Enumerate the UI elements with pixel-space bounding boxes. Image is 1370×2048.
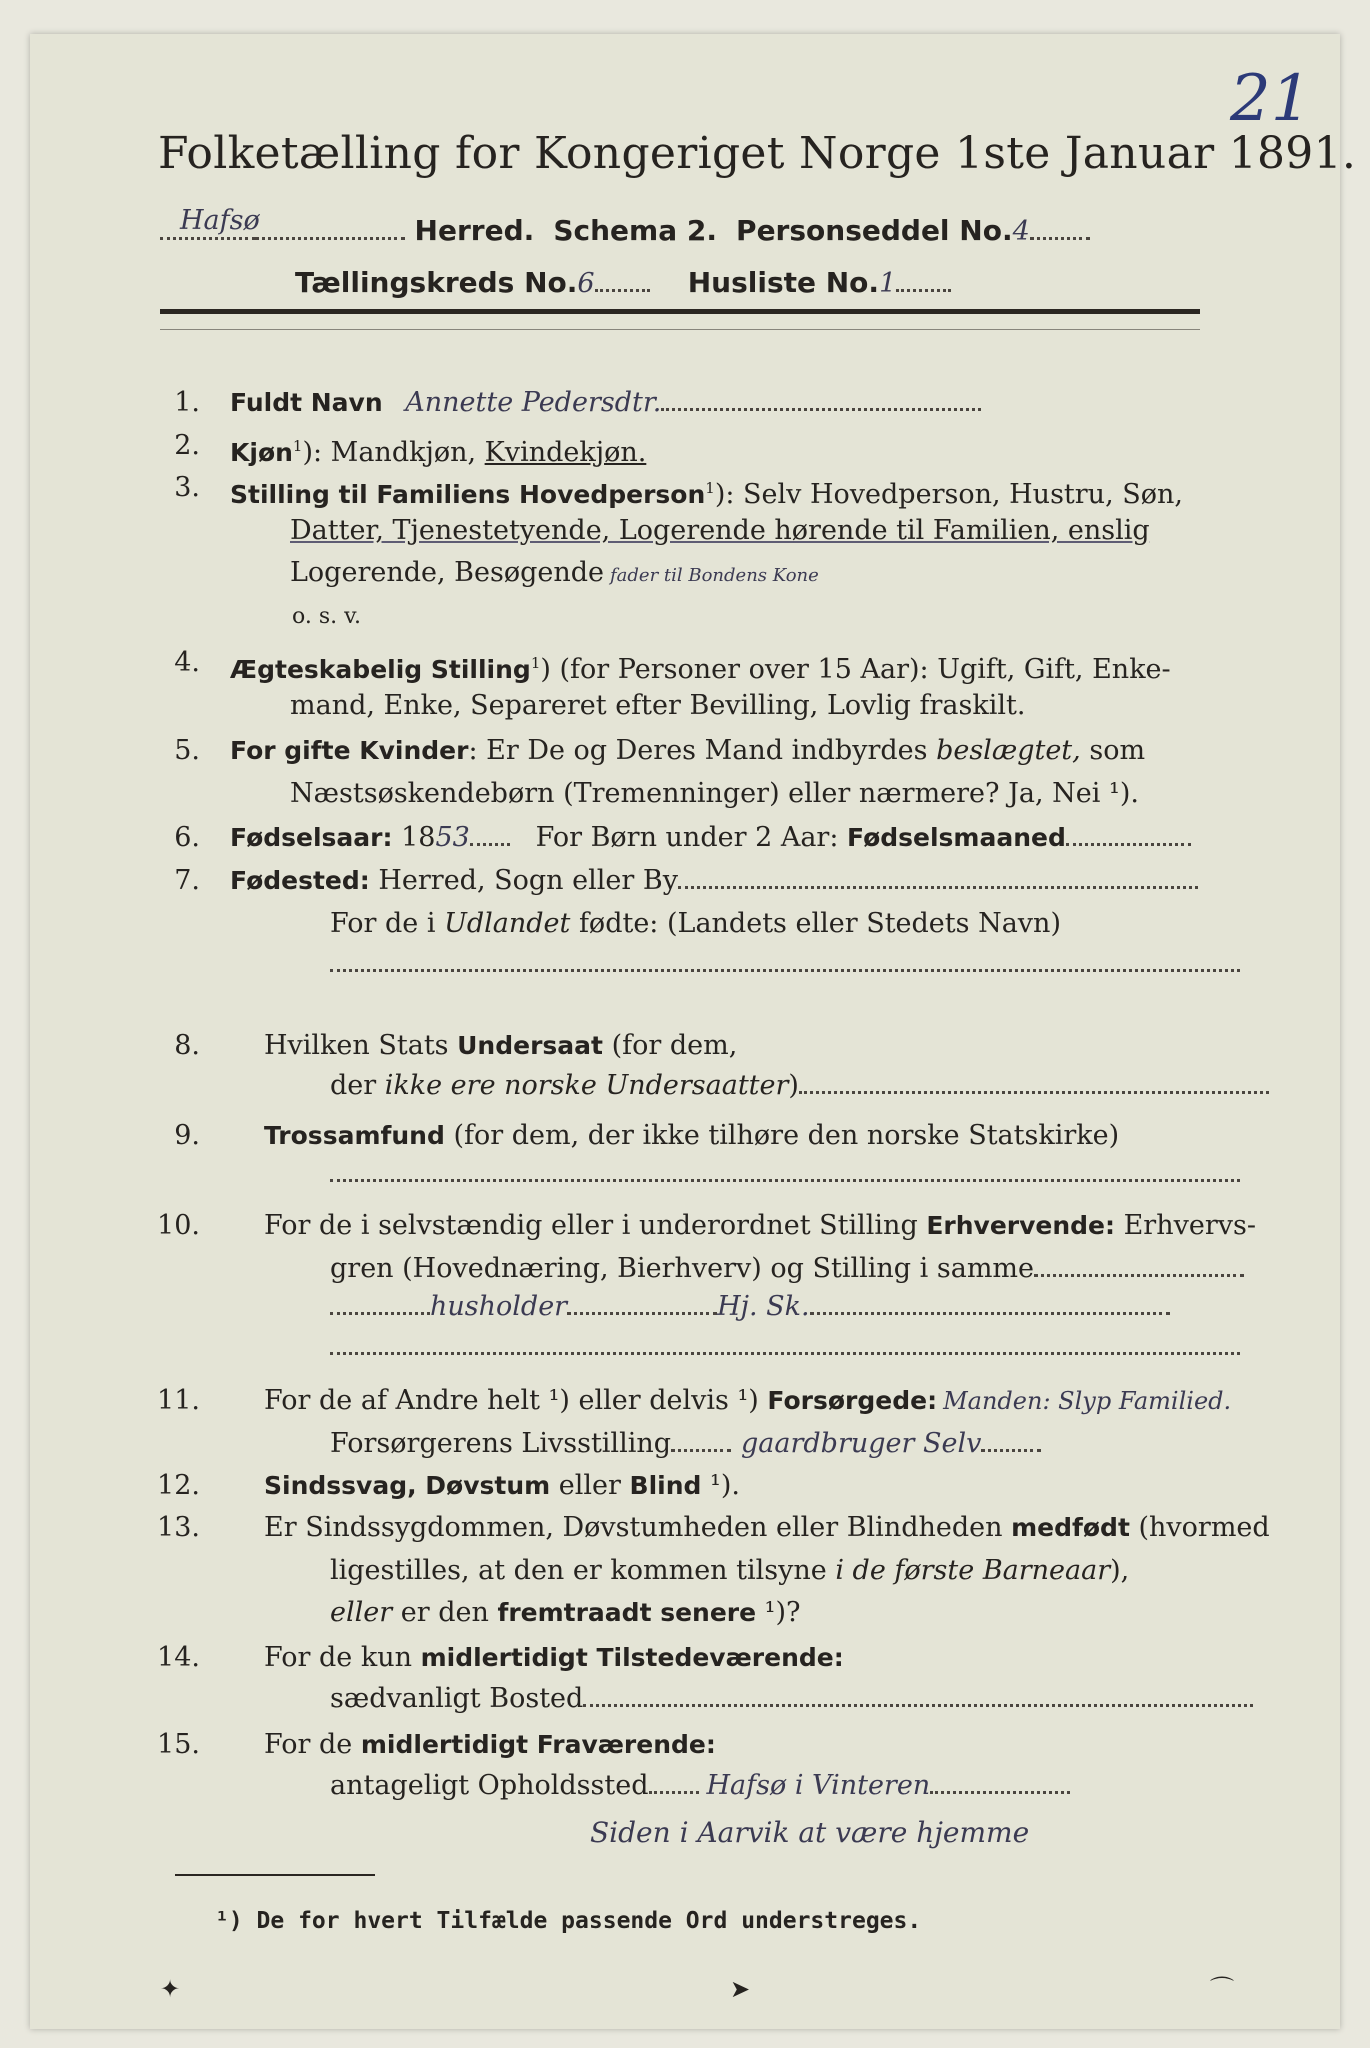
q10-number: 10. (157, 1210, 200, 1241)
q14-number: 14. (157, 1642, 200, 1673)
q15-line-1: For de midlertidigt Fraværende: (264, 1729, 716, 1760)
q13-line-2: ligestilles, at den er kommen tilsyne i de første Barneaar), (330, 1555, 1130, 1586)
q15-note: Siden i Aarvik at være hjemme (590, 1816, 1030, 1849)
q13-line-3: eller er den fremtraadt senere ¹)? (330, 1597, 801, 1628)
q5-label: gifte Kvinder (284, 736, 469, 765)
header-line-1 (160, 205, 1090, 249)
q1-number: 1. (174, 387, 200, 418)
q12-row: Sindssvag, Døvstum eller Blind ¹). (264, 1470, 740, 1501)
corner-mark-right-icon: ⌒ (1210, 1975, 1234, 2003)
q15-line-2: antageligt Opholdssted Hafsø i Vinteren (330, 1769, 1070, 1803)
q7-dotted-line (330, 969, 1240, 972)
q8-line-2: der ikke ere norske Undersaatter) (330, 1069, 1269, 1103)
husliste-label: Husliste No. (687, 266, 880, 299)
q3-line1: ): Selv Hovedperson, Hustru, Søn, (714, 479, 1183, 510)
q9-dotted-line (330, 1179, 1240, 1182)
q13-line-1: Er Sindssygdommen, Døvstumheden eller Blindheden medfødt (hvormed (264, 1512, 1270, 1543)
page-number: 21 (1230, 62, 1312, 136)
q10-dotted-line (330, 1352, 1240, 1355)
q4-line-2: mand, Enke, Separeret efter Bevilling, Lovlig fraskilt. (290, 690, 1026, 721)
q13-number: 13. (157, 1512, 200, 1543)
q11-line-1: For de af Andre helt ¹) eller delvis ¹) Forsørgede: Manden: Slyp Familied. (264, 1385, 1232, 1416)
q3-label: Stilling til Familiens Hovedperson (230, 480, 706, 509)
q9-row: Trossamfund (for dem, der ikke tilhøre den norske Statskirke) (264, 1120, 1120, 1151)
census-form (30, 34, 1357, 2029)
herred-value: Hafsø (180, 205, 260, 236)
kreds-value: 6 (577, 268, 595, 299)
q12-number: 12. (157, 1470, 200, 1501)
page-title: Folketælling for Kongeriget Norge 1ste Januar 1891. (158, 128, 1357, 179)
q11-answer-2: gaardbruger Selv (741, 1428, 982, 1459)
q6-number: 6. (174, 822, 200, 853)
q1-label: Fuldt Navn (230, 388, 383, 417)
q7-number: 7. (174, 865, 200, 896)
q4-line-1: Ægteskabelig Stilling$^1$) (for Personer over 15 Aar): Ugift, Gift, Enke- (230, 654, 1171, 685)
q10-line-1: For de i selvstændig eller i underordnet Stilling Erhvervende: Erhvervs- (264, 1210, 1256, 1241)
q3-line-4: o. s. v. (292, 604, 361, 629)
q4-number: 4. (174, 647, 200, 678)
q10-answer-2: Hj. Sk. (717, 1291, 810, 1322)
q10-answer-1: husholder (430, 1291, 568, 1322)
q6-label: Fødselsaar: (230, 823, 393, 852)
schema-label: Schema 2. (553, 214, 717, 247)
q6-year-value: 53 (435, 822, 470, 853)
q3-line-2: Datter, Tjenestetyende, Logerende hørende til Familien, enslig (290, 515, 1150, 546)
personseddel-value: 4 (1012, 216, 1030, 247)
q14-line-1: For de kun midlertidigt Tilstedeværende: (264, 1642, 844, 1673)
corner-mark-center-icon: ➤ (730, 1975, 751, 2003)
q15-number: 15. (157, 1729, 200, 1760)
husliste-value: 1 (879, 268, 897, 299)
header-rule (160, 309, 1200, 314)
header-line-2 (295, 266, 951, 301)
q8-number: 8. (174, 1030, 200, 1061)
q8-line-1: Hvilken Stats Undersaat (for dem, (264, 1030, 738, 1061)
footnote-rule (175, 1874, 375, 1876)
herred-label: Herred. (414, 214, 535, 247)
q1-answer: Annette Pedersdtr. (405, 387, 662, 418)
q7-line-2: For de i Udlandet fødte: (Landets eller Stedets Navn) (330, 908, 1061, 939)
q9-label: Trossamfund (264, 1121, 445, 1150)
q1-row (230, 386, 981, 420)
personseddel-label: Personseddel No. (736, 214, 1013, 247)
q9-number: 9. (174, 1120, 200, 1151)
q10-line-2: gren (Hovednæring, Bierhverv) og Stilling i samme (330, 1252, 1244, 1286)
header-rule-thin (160, 329, 1200, 330)
kreds-label: Tællingskreds No. (295, 266, 578, 299)
q7-label: Fødested: (230, 866, 370, 895)
q15-answer: Hafsø i Vinteren (706, 1770, 931, 1801)
q10-answer-line (330, 1290, 1170, 1324)
footnote: ¹) De for hvert Tilfælde passende Ord understreges. (215, 1908, 922, 1934)
q11-answer-1: Manden: Slyp Familied. (943, 1387, 1232, 1415)
q2-text-a: ): Mandkjøn, (302, 437, 485, 468)
q4-label: Ægteskabelig Stilling (230, 655, 531, 684)
q7-line-1: Fødested: Herred, Sogn eller By (230, 864, 1198, 898)
corner-mark-left-icon: ✦ (160, 1975, 181, 2003)
q11-line-2: Forsørgerens Livsstilling gaardbruger Selv (330, 1427, 1041, 1461)
q3-number: 3. (174, 472, 200, 503)
q5-line-2: Næstsøskendebørn (Tremenninger) eller nærmere? Ja, Nei ¹). (290, 778, 1139, 809)
q3-annotation: fader til Bondens Kone (610, 565, 819, 586)
q6-row: Fødselsaar: 1853 For Børn under 2 Aar: Fødselsmaaned (230, 821, 1191, 855)
q3-line-1: Stilling til Familiens Hovedperson$^1$): Selv Hovedperson, Hustru, Søn, (230, 479, 1183, 510)
q14-line-2: sædvanligt Bosted (330, 1682, 1253, 1716)
q11-number: 11. (157, 1385, 200, 1416)
q2-text-b: Kvindekjøn. (484, 437, 647, 468)
q2-sup: 1 (292, 437, 303, 455)
q5-number: 5. (174, 735, 200, 766)
q2-label: Kjøn (230, 438, 293, 467)
q12-label: Sindssvag, Døvstum (264, 1471, 551, 1500)
q2-row (230, 429, 646, 470)
q3-line-3: Logerende, Besøgende fader til Bondens Kone (290, 557, 819, 588)
q5-line-1: For gifte Kvinder: Er De og Deres Mand indbyrdes beslægtet, som (230, 735, 1146, 766)
q2-number: 2. (174, 430, 200, 461)
